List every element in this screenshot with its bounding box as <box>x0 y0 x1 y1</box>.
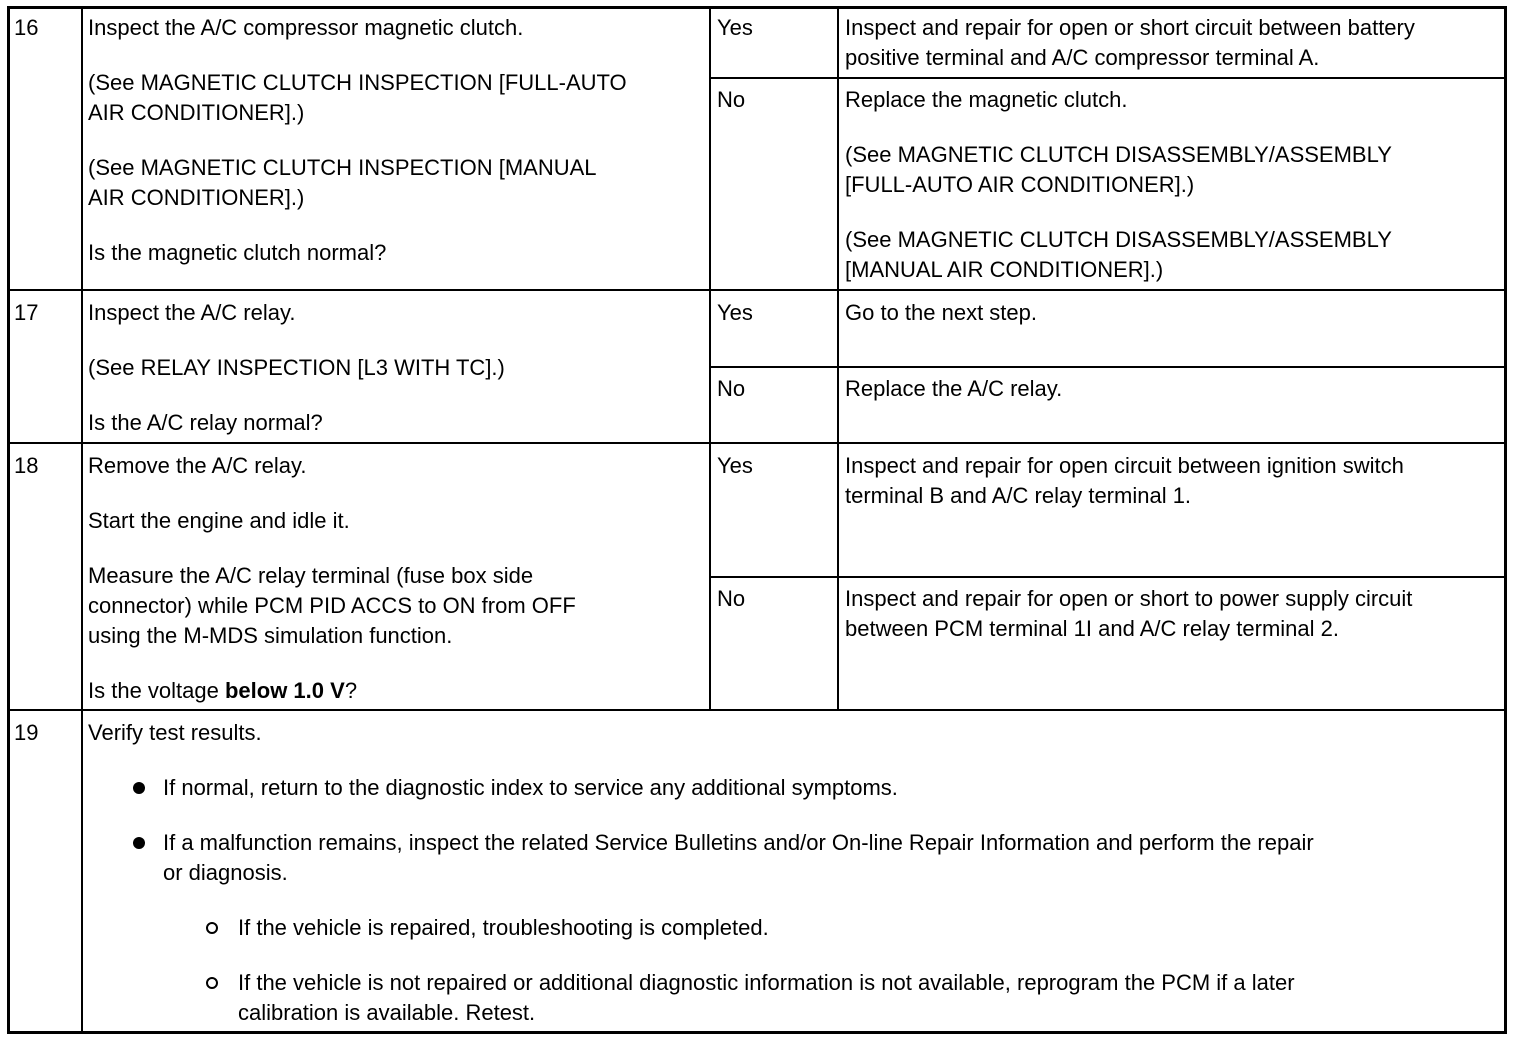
step-number: 19 <box>14 720 39 745</box>
action-text: Inspect the A/C relay. <box>88 300 296 325</box>
step-number: 18 <box>14 453 39 478</box>
result-text: Inspect and repair for open or short circuit between battery <box>845 15 1415 40</box>
bullet-text: or diagnosis. <box>163 860 288 885</box>
col-divider-step <box>81 8 83 1032</box>
sub-bullet-icon <box>206 977 218 989</box>
result-text: (See MAGNETIC CLUTCH DISASSEMBLY/ASSEMBLY <box>845 142 1392 167</box>
bullet-text: If normal, return to the diagnostic index to service any additional symptoms. <box>163 775 898 800</box>
sub-bullet-text: If the vehicle is repaired, troubleshooting is completed. <box>238 915 769 940</box>
question-threshold: below 1.0 V <box>224 678 345 703</box>
result-text: Replace the A/C relay. <box>845 376 1063 401</box>
action-text: using the M-MDS simulation function. <box>88 623 453 648</box>
action-text: AIR CONDITIONER].) <box>88 100 305 125</box>
action-text: Measure the A/C relay terminal (fuse box side <box>88 563 534 588</box>
question-prefix: Is the voltage <box>88 678 225 703</box>
yes-label: Yes <box>717 300 753 325</box>
result-text: [FULL-AUTO AIR CONDITIONER].) <box>845 172 1195 197</box>
action-text: Start the engine and idle it. <box>88 508 350 533</box>
result-text: (See MAGNETIC CLUTCH DISASSEMBLY/ASSEMBLY <box>845 227 1392 252</box>
yes-no-divider <box>710 77 1506 79</box>
no-label: No <box>717 87 746 112</box>
result-text: terminal B and A/C relay terminal 1. <box>845 483 1192 508</box>
row-divider <box>8 289 1506 291</box>
bullet-icon <box>133 782 145 794</box>
result-text: Go to the next step. <box>845 300 1038 325</box>
sub-bullet-text: calibration is available. Retest. <box>238 1000 536 1025</box>
col-divider-result <box>837 8 839 710</box>
voltage-question <box>88 676 357 706</box>
yes-label: Yes <box>717 453 753 478</box>
action-text: Is the magnetic clutch normal? <box>88 240 387 265</box>
sub-bullet-text: If the vehicle is not repaired or additional diagnostic information is not available, reprogram the PCM if a later <box>238 970 1295 995</box>
bullet-text: If a malfunction remains, inspect the related Service Bulletins and/or On-line Repair Information and perform the repair <box>163 830 1314 855</box>
result-text: Inspect and repair for open circuit between ignition switch <box>845 453 1404 478</box>
action-text: Inspect the A/C compressor magnetic clutch. <box>88 15 524 40</box>
result-text: positive terminal and A/C compressor terminal A. <box>845 45 1320 70</box>
verify-title: Verify test results. <box>88 720 262 745</box>
action-text: Is the A/C relay normal? <box>88 410 323 435</box>
sub-bullet-icon <box>206 922 218 934</box>
yes-no-divider <box>710 366 1506 368</box>
action-text: Remove the A/C relay. <box>88 453 307 478</box>
yes-no-divider <box>710 576 1506 578</box>
yes-label: Yes <box>717 15 753 40</box>
question-suffix: ? <box>344 678 358 703</box>
result-text: [MANUAL AIR CONDITIONER].) <box>845 257 1164 282</box>
action-text: (See MAGNETIC CLUTCH INSPECTION [FULL-AUTO <box>88 70 627 95</box>
col-divider-action <box>709 8 711 710</box>
row-divider <box>8 709 1506 711</box>
no-label: No <box>717 586 746 611</box>
no-label: No <box>717 376 746 401</box>
action-text: (See RELAY INSPECTION [L3 WITH TC].) <box>88 355 505 380</box>
result-text: Replace the magnetic clutch. <box>845 87 1128 112</box>
result-text: between PCM terminal 1I and A/C relay terminal 2. <box>845 616 1340 641</box>
result-text: Inspect and repair for open or short to power supply circuit <box>845 586 1413 611</box>
action-text: AIR CONDITIONER].) <box>88 185 305 210</box>
step-number: 16 <box>14 15 39 40</box>
step-number: 17 <box>14 300 39 325</box>
row-divider <box>8 442 1506 444</box>
action-text: (See MAGNETIC CLUTCH INSPECTION [MANUAL <box>88 155 597 180</box>
action-text: connector) while PCM PID ACCS to ON from OFF <box>88 593 576 618</box>
bullet-icon <box>133 837 145 849</box>
